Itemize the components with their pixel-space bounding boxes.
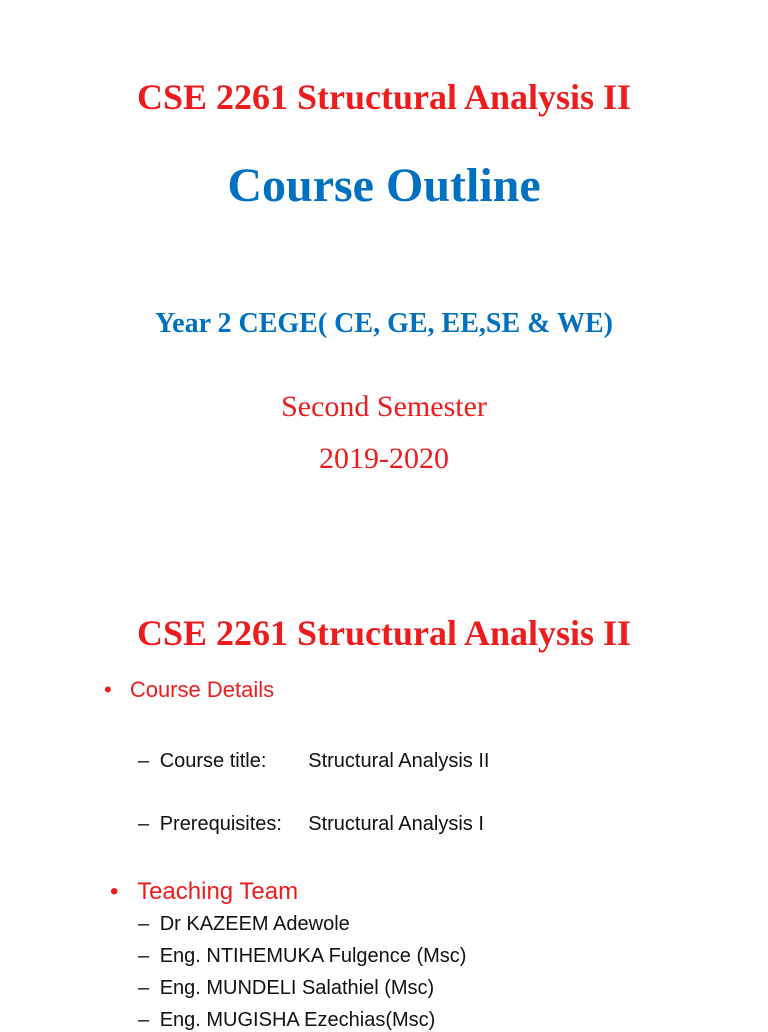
dash-marker: –: [138, 913, 150, 935]
team-member-name: Eng. MUGISHA Ezechias(Msc): [159, 1009, 436, 1031]
team-member: [138, 913, 350, 936]
course-title-value: Structural Analysis II: [308, 750, 490, 772]
team-member-name: Dr KAZEEM Adewole: [159, 913, 350, 935]
team-member: [138, 977, 434, 1000]
course-details-bullet-row: [104, 677, 274, 703]
course-details-heading: Course Details: [129, 677, 275, 702]
prerequisites-row: [138, 813, 484, 836]
academic-year-line: 2019-2020: [319, 442, 449, 475]
bullet-marker: •: [104, 677, 112, 702]
team-member-name: Eng. MUNDELI Salathiel (Msc): [159, 977, 435, 999]
dash-marker: –: [138, 945, 150, 967]
prerequisites-label: Prerequisites:: [159, 813, 282, 835]
team-member: [138, 1009, 435, 1032]
bullet-marker: •: [110, 878, 119, 905]
dash-marker: –: [138, 977, 150, 999]
prerequisites-value: Structural Analysis I: [308, 813, 484, 835]
course-outline-heading: Course Outline: [227, 159, 541, 212]
course-details-slide: [0, 560, 768, 1031]
dash-marker: –: [138, 750, 150, 772]
semester-line: Second Semester: [281, 390, 487, 423]
team-member: [138, 945, 466, 968]
course-title-label: Course title:: [159, 750, 267, 772]
slide-title: CSE 2261 Structural Analysis II: [136, 613, 632, 653]
audience-line: Year 2 CEGE( CE, GE, EE,SE & WE): [155, 308, 613, 339]
teaching-team-bullet-row: [110, 878, 298, 906]
teaching-team-heading: Teaching Team: [137, 878, 299, 905]
course-title: CSE 2261 Structural Analysis II: [136, 77, 632, 117]
team-member-name: Eng. NTIHEMUKA Fulgence (Msc): [159, 945, 467, 967]
dash-marker: –: [138, 813, 150, 835]
course-title-row: [138, 750, 489, 773]
dash-marker: –: [138, 1009, 150, 1031]
